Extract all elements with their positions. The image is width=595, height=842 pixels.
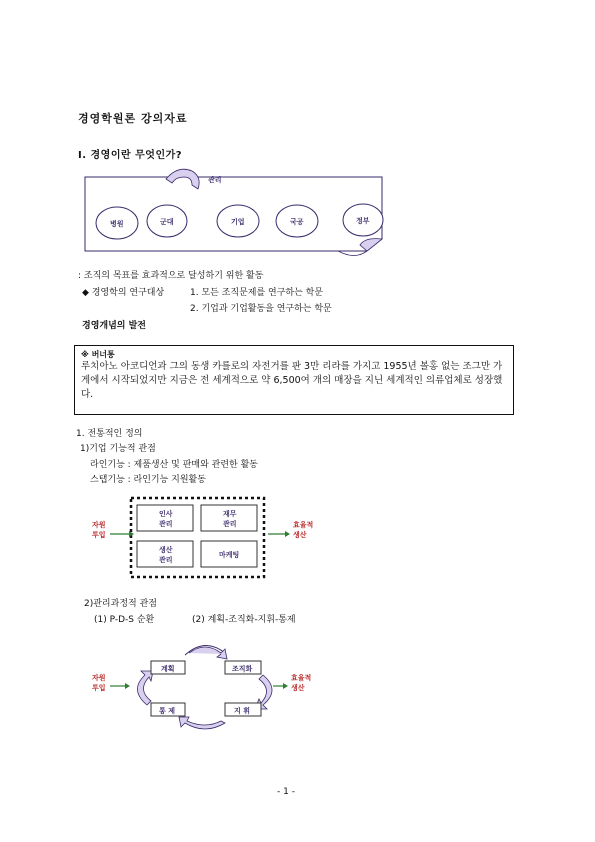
case-box-body: 루치아노 아코디언과 그의 동생 카를로의 자전거를 판 3만 리라를 가지고 1955년 볼홍 없는 조그만 가게에서 시작되었지만 지금은 전 세계적으로 약 6,500여 개의 매장을 지닌 세계적인 의류업체로 성장했다.: [81, 361, 503, 400]
subsection-title: 2)관리과정적 관점: [84, 599, 157, 609]
node-label: 조직화: [232, 665, 253, 673]
section-heading: I. 경영이란 무엇인가?: [78, 150, 183, 161]
cycle-arrow-icon: [137, 671, 153, 705]
cell-label: 재무: [223, 510, 237, 518]
research-item: 2. 기업과 기업활동을 연구하는 학문: [190, 304, 332, 314]
arrow-right-icon: [283, 683, 288, 689]
input-label: 투입: [92, 684, 106, 692]
oval-label: 병원: [110, 220, 124, 228]
cell-label: 관리: [223, 520, 237, 528]
functional-diagram: [85, 495, 335, 585]
oval-label: 국공: [290, 218, 304, 226]
cell-label: 관리: [159, 556, 173, 564]
subsection-title: 1. 전통적인 정의: [76, 429, 143, 439]
research-item: 1. 모든 조직문제를 연구하는 학문: [190, 288, 324, 298]
input-label: 자원: [92, 674, 106, 682]
line-function-text: 라인기능 : 제품생산 및 판매와 관련한 활동: [90, 460, 258, 470]
subsection-title: 경영개념의 발전: [82, 321, 146, 331]
organization-diagram: [80, 165, 390, 260]
definition-text: : 조직의 목표를 효과적으로 달성하기 위한 활동: [78, 271, 264, 281]
cell-label: 관리: [159, 520, 173, 528]
arrow-right-icon: [125, 683, 130, 689]
oval-label: 정부: [356, 217, 370, 225]
input-label: 투입: [92, 531, 106, 539]
research-subject-label: ◆ 경영학의 연구대상: [82, 288, 165, 298]
pds-text: (1) P-D-S 순환: [94, 615, 155, 625]
cell-label: 인사: [159, 510, 173, 518]
output-label: 생산: [291, 684, 305, 692]
cell-label: 생산: [159, 546, 173, 554]
arrow-right-icon: [285, 531, 290, 537]
page-number: - 1 -: [277, 787, 295, 797]
input-label: 자원: [92, 521, 106, 529]
output-label: 효율적: [291, 674, 312, 682]
oval-label: 군대: [160, 218, 174, 226]
node-label: 계획: [161, 665, 175, 673]
top-label: 관리: [208, 176, 222, 184]
node-label: 통 제: [159, 707, 175, 715]
case-box-heading: ※ 버너통: [81, 350, 115, 359]
cell-label: 마케팅: [219, 551, 240, 559]
output-label: 효율적: [293, 521, 314, 529]
subsection-title: 1)기업 기능적 관점: [80, 444, 156, 454]
staff-function-text: 스탭기능 : 라인기능 지원활동: [90, 475, 206, 485]
cycle-arrow-icon: [179, 717, 225, 729]
oval-label: 기업: [231, 218, 245, 226]
plan-text: (2) 계획-조직화-지휘-통제: [192, 615, 296, 625]
process-cycle-diagram: [85, 635, 335, 735]
page-title: 경영학원론 강의자료: [78, 112, 188, 125]
output-label: 생산: [293, 531, 307, 539]
node-label: 지 휘: [234, 707, 250, 715]
case-box: [74, 345, 514, 415]
